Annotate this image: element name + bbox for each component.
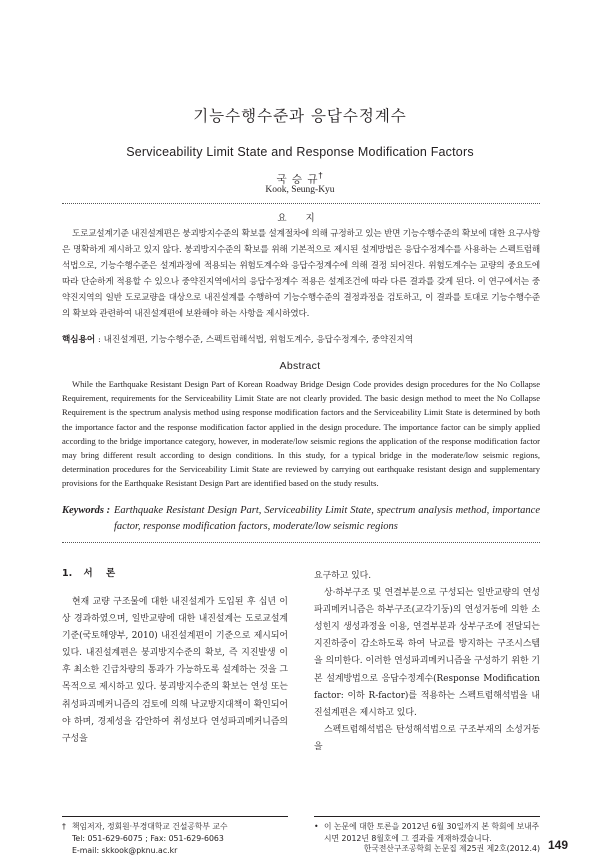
separator-dotted-bottom bbox=[62, 542, 540, 543]
author-name-korean-text: 국 승 규 bbox=[276, 173, 319, 186]
footnote-phone-fax: Tel: 051-629-6075 ; Fax: 051-629-6063 bbox=[72, 833, 224, 843]
author-name-english: Kook, Seung-Kyu bbox=[265, 185, 335, 195]
body-paragraph: 현재 교량 구조물에 대한 내진설계가 도입된 후 십년 이상 경과하였으며, 일반교량에 대한 내진설계는 도로교설계기준(국토해양부, 2010) 내진설계편이 기준으로 제시되어 있다. 내진설계편은 붕괴방지수준의 확보, 즉 지진발생 이후 최소한 긴급차량의 통과가 가능하도록 설계하는 것을 그 목적으로 제시하고 있다. 붕괴방지수준의 확보는 연성 또는 취성파괴메커니즘의 검토에 의해 낙교방지대책이 확인되어야 하며, 경제성을 감안하여 취성보다 연성파괴메커니즘의 구성을 bbox=[62, 597, 288, 744]
footnote-affiliation: 책임저자, 정회원·부경대학교 건설공학부 교수 bbox=[72, 822, 228, 831]
journal-footer: 한국전산구조공학회 논문집 제25권 제2호(2012.4) bbox=[363, 844, 540, 853]
body-paragraph: 스펙트럼해석법은 탄성해석법으로 구조부재의 소성거동을 bbox=[314, 724, 540, 752]
keywords-korean: 핵심용어 : 내진설계편, 기능수행수준, 스펙트럼해석법, 위험도계수, 응답수정계수, 중약진지역 bbox=[62, 335, 414, 345]
footnote-bullet: • bbox=[314, 822, 319, 831]
footnote-line bbox=[62, 821, 288, 833]
body-column-left bbox=[62, 568, 288, 748]
body-paragraph: 상·하부구조 및 연결부분으로 구성되는 일반교량의 연성파괴메커니즘은 하부구조(교각기둥)의 연성거동에 의한 소성힌지 생성과정을 이용, 연결부분과 상부구조에 전달되는 지진하중이 감소하도록 하여 낙교를 방지하는 구조시스템을 의미한다. 이러한 연성파괴메커니즘을 구성하기 위한 기본 설계방법으로 응답수정계수(Response Modification factor: 이하 R-factor)를 적용하는 스펙트럼해석법을 내진설계편은 제시하고 있다. bbox=[314, 588, 540, 718]
page-number: 149 bbox=[548, 838, 569, 852]
paper-title-english: Serviceability Limit State and Response Modification Factors bbox=[126, 145, 474, 159]
abstract-korean-text: 도로교설계기준 내진설계편은 붕괴방지수준의 확보를 설계절차에 의해 규정하고 있는 반면 기능수행수준의 확보에 대한 요구사항은 명확하게 제시하고 있지 않다. 붕괴방지수준의 확보를 위해 기본적으로 제시된 설계방법은 응답수정계수를 사용하는 스펙트럼해석법으로, 기능수행수준은 설계과정에 적용되는 위험도계수와 응답수정계수에 의해 결정 되어진다. 위험도계수는 교량의 중요도에 따라 단순하게 적용할 수 있으나 중약진지역에서의 응답수정계수 적용은 설계조건에 따라 다른 결과를 갖게 된다. 이 연구에서는 중약진지역의 일반 도로교량을 대상으로 내진설계를 수행하여 기능수행수준의 결정과정을 검토하고, 이 결과를 토대로 기능수행수준의 확보와 관련하여 내진설계편에 보완해야 하는 사항을 제시하였다. bbox=[62, 229, 540, 320]
footnote-email: E-mail: skkook@pknu.ac.kr bbox=[72, 845, 178, 855]
footnote-rule-right bbox=[314, 816, 540, 817]
section-number: 1. bbox=[62, 568, 73, 579]
section-title: 서 론 bbox=[83, 568, 116, 579]
body-column-right bbox=[314, 568, 540, 756]
footnote-line bbox=[314, 821, 540, 845]
abstract-english-text: While the Earthquake Resistant Design Part of Korean Roadway Bridge Design Code provides design procedures for the No Collapse Requirement, requirements for the Serviceability Limit State are not clearly provided. The basic design method to meet the No Collapse Requirement is the spectrum analysis method using response modification factors and the Serviceability Limit State is determined by both the importance factor and the response modification factor applied in the design procedure. The importance factor can be simply applied according to the bridge importance category, however, in moderate/low seismic regions the application of the response modification factor may bring different result according to design conditions. In this study, for a typical bridge in the moderate/low seismic regions, determination procedures for the Serviceability Limit State are reviewed by carrying out earthquake resistant design and supplementary provisions for the Earthquake Resistant Design Part are identified based on the study results. bbox=[62, 379, 540, 489]
abstract-korean-heading: 요 지 bbox=[277, 213, 323, 224]
footnote-discussion-notice bbox=[314, 821, 540, 845]
separator-dotted-top bbox=[62, 203, 540, 204]
section-heading bbox=[62, 568, 288, 580]
paper-title-korean: 기능수행수준과 응답수정계수 bbox=[193, 107, 407, 125]
keywords-english-text: Earthquake Resistant Design Part, Serviceability Limit State, spectrum analysis method, importance factor, response modification factors, moderate/low seismic regions bbox=[114, 505, 540, 532]
keywords-korean-label: 핵심용어 bbox=[62, 335, 96, 345]
corresponding-author-mark: † bbox=[318, 171, 324, 180]
footnote-rule-left bbox=[62, 816, 288, 817]
footnote-discussion-text: 이 논문에 대한 토론을 2012년 6월 30일까지 본 학회에 보내주시면 2012년 8월호에 그 결과를 게재하겠습니다. bbox=[324, 822, 540, 843]
abstract-english-heading: Abstract bbox=[279, 360, 321, 372]
footnote-mark: † bbox=[62, 822, 66, 831]
keywords-korean-text: 내진설계편, 기능수행수준, 스펙트럼해석법, 위험도계수, 응답수정계수, 중약진지역 bbox=[103, 335, 414, 345]
keywords-english-label: Keywords : bbox=[62, 505, 111, 516]
body-paragraph: 요구하고 있다. bbox=[314, 571, 372, 581]
